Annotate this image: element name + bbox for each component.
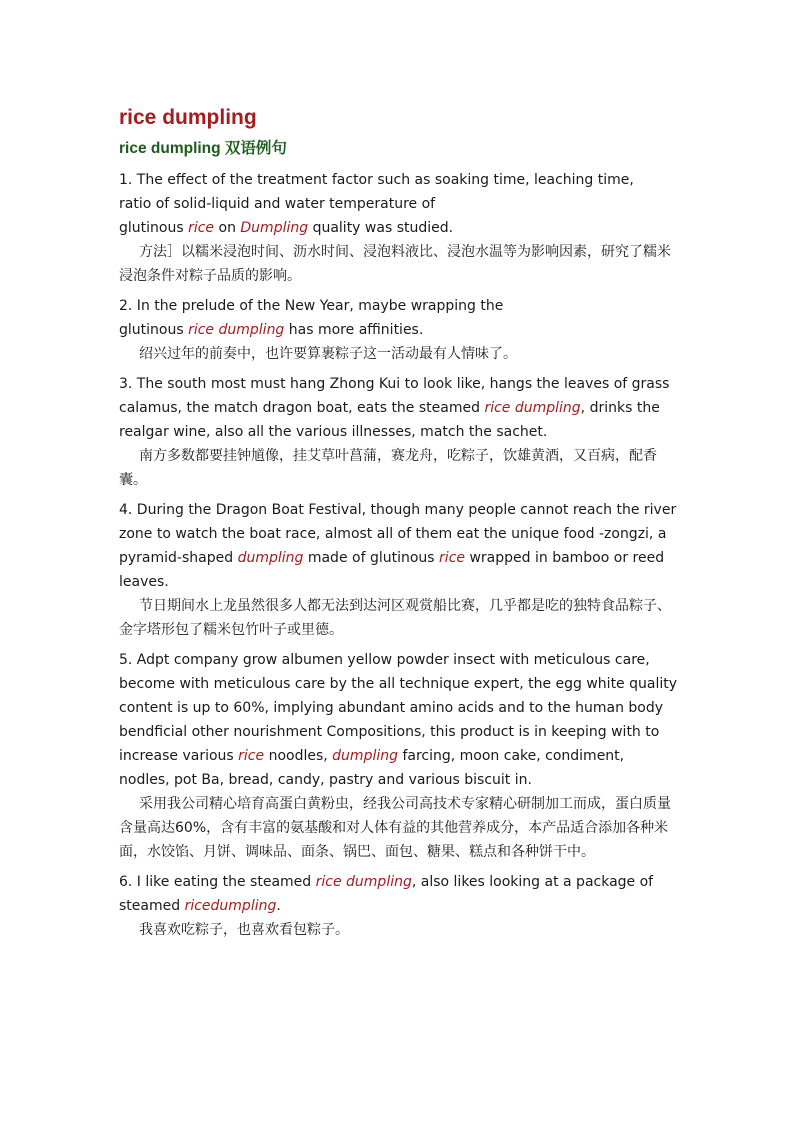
chinese-translation: 采用我公司精心培育高蛋白黄粉虫，经我公司高技术专家精心研制加工而成，蛋白质量含量高达60%，含有丰富的氨基酸和对人体有益的其他营养成分，本产品适合添加各种米面，水饺馅、月饼、调味品、面条、锅巴、面包、糖果、糕点和各种饼干中。 xyxy=(119,796,671,860)
english-sentence xyxy=(119,870,679,918)
sentence-text: on xyxy=(214,220,241,236)
entry-number: 2. xyxy=(119,298,133,314)
sentence-text: Adpt company grow albumen yellow powder insect with meticulous care, become with meticulous care by the all technique expert, the egg white quality content is up to 60%, implying abundant amino acids and to the human body bendficial other nourishment Compositions, this product is in keeping with to increase various xyxy=(119,652,678,764)
english-sentence xyxy=(119,648,679,792)
chinese-translation: 我喜欢吃粽子，也喜欢看包粽子。 xyxy=(139,922,349,938)
highlighted-term: dumpling xyxy=(332,748,398,764)
entry-number: 6. xyxy=(119,874,133,890)
english-sentence xyxy=(119,372,679,444)
sentence-text: glutinous xyxy=(119,322,189,338)
example-entry xyxy=(119,648,679,864)
chinese-translation: 南方多数都要挂钟馗像，挂艾草叶菖蒲，赛龙舟，吃粽子，饮雄黄酒，又百病，配香囊。 xyxy=(119,448,657,488)
example-entry xyxy=(119,498,679,642)
chinese-translation: 节日期间水上龙虽然很多人都无法到达河区观赏船比赛，几乎都是吃的独特食品粽子、金字塔形包了糯米包竹叶子或里德。 xyxy=(119,598,671,638)
page-title: rice dumpling xyxy=(119,106,257,129)
highlighted-term: ricedumpling xyxy=(184,898,277,914)
example-sentence-list xyxy=(119,168,679,942)
chinese-translation: 绍兴过年的前奏中，也许要算裹粽子这一活动最有人情味了。 xyxy=(139,346,517,362)
section-subtitle: rice dumpling 双语例句 xyxy=(119,140,287,157)
example-entry xyxy=(119,372,679,492)
highlighted-term: rice dumpling xyxy=(188,322,285,338)
english-sentence xyxy=(119,294,679,342)
entry-number: 5. xyxy=(119,652,133,668)
entry-number: 3. xyxy=(119,376,133,392)
highlighted-term: dumpling xyxy=(237,550,304,566)
english-sentence xyxy=(119,168,679,240)
sentence-text: has more affinities. xyxy=(284,322,424,338)
sentence-text: , also likes looking at a package of steamed xyxy=(119,874,654,914)
highlighted-term: rice xyxy=(188,220,215,236)
chinese-translation: 方法］以糯米浸泡时间、沥水时间、浸泡料液比、浸泡水温等为影响因素，研究了糯米浸泡条件对粽子品质的影响。 xyxy=(119,244,671,284)
sentence-text: farcing, moon cake, condiment, nodles, pot Ba, bread, candy, pastry and various biscuit in. xyxy=(119,748,625,788)
sentence-text: quality was studied. xyxy=(308,220,454,236)
sentence-text: ratio of solid-liquid and water temperature of xyxy=(119,196,436,212)
highlighted-term: rice dumpling xyxy=(484,400,581,416)
sentence-text: During the Dragon Boat Festival, though many people cannot reach the river zone to watch the boat race, almost all of them eat the unique food -zongzi, a pyramid-shaped xyxy=(119,502,677,566)
entry-number: 4. xyxy=(119,502,133,518)
example-entry xyxy=(119,870,679,942)
highlighted-term: Dumpling xyxy=(240,220,309,236)
highlighted-term: rice xyxy=(439,550,466,566)
example-entry xyxy=(119,294,679,366)
sentence-text: The effect of the treatment factor such as soaking time, leaching time, xyxy=(132,172,634,188)
sentence-text: I like eating the steamed xyxy=(132,874,316,890)
sentence-text: , drinks the realgar wine, also all the various illnesses, match the sachet. xyxy=(119,400,660,440)
english-sentence xyxy=(119,498,679,594)
document-page xyxy=(119,104,679,948)
sentence-text: . xyxy=(276,898,281,914)
sentence-text: made of glutinous xyxy=(303,550,440,566)
sentence-text: glutinous xyxy=(119,220,189,236)
sentence-text: In the prelude of the New Year, maybe wrapping the xyxy=(132,298,504,314)
entry-number: 1. xyxy=(119,172,133,188)
highlighted-term: rice dumpling xyxy=(315,874,412,890)
example-entry xyxy=(119,168,679,288)
sentence-text: wrapped in bamboo or reed leaves. xyxy=(119,550,665,590)
highlighted-term: rice xyxy=(238,748,265,764)
sentence-text: The south most must hang Zhong Kui to look like, hangs the leaves of grass calamus, the match dragon boat, eats the steamed xyxy=(119,376,670,416)
sentence-text: noodles, xyxy=(264,748,333,764)
